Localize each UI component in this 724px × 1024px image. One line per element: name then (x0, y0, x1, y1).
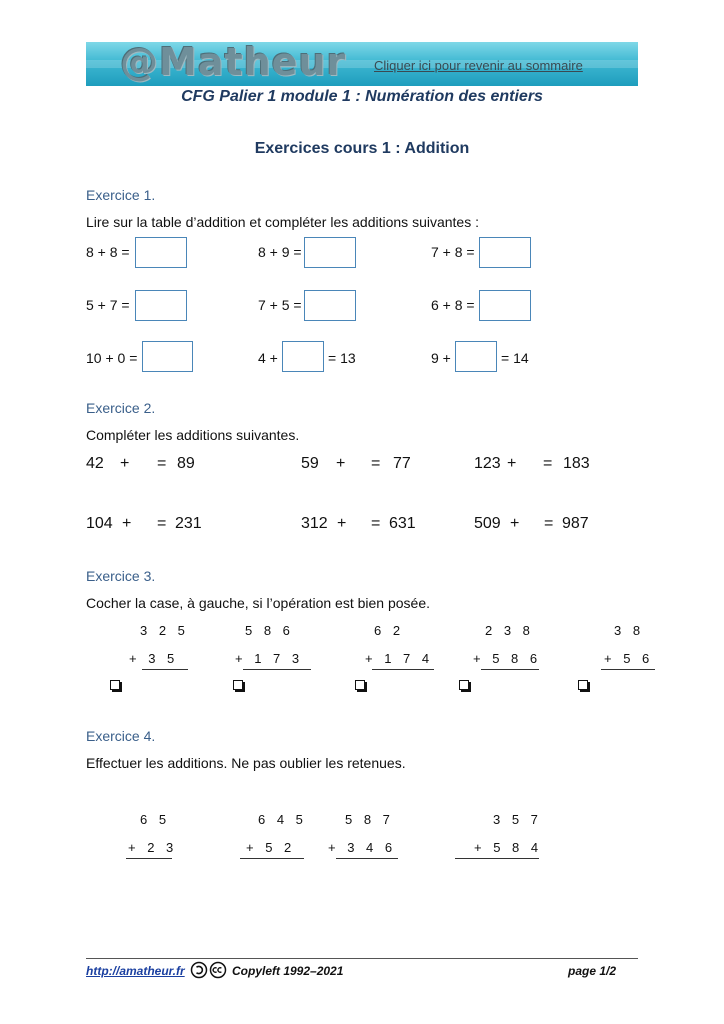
ex4-top-number: 6 5 (140, 812, 171, 827)
footer-rule (86, 958, 638, 959)
ex4-top-number: 3 5 7 (493, 812, 542, 827)
ex4-sum-line (240, 858, 304, 859)
exercise-2-instruction: Compléter les additions suivantes. (86, 427, 300, 443)
ex3-sum-line (243, 669, 311, 670)
ex1-item: = 14 (501, 350, 529, 366)
ex2-plus: + (336, 455, 346, 472)
creative-commons-icons (190, 961, 228, 984)
copyleft-cc-icon (190, 961, 228, 979)
ex2-result: 77 (393, 455, 411, 472)
answer-box[interactable] (479, 237, 531, 268)
ex1-item: = 13 (328, 350, 356, 366)
ex3-top-number: 2 3 8 (485, 623, 534, 638)
ex3-bottom-number: + 5 6 (604, 651, 654, 666)
ex2-plus: + (120, 455, 130, 472)
answer-box[interactable] (479, 290, 531, 321)
ex2-operand: 104 (86, 515, 113, 532)
ex2-equals: = (543, 455, 553, 472)
ex1-item: 4 + (258, 350, 278, 366)
ex3-sum-line (142, 669, 188, 670)
ex3-top-number: 3 2 5 (140, 623, 189, 638)
answer-box[interactable] (142, 341, 193, 372)
ex4-bottom-number: + 2 3 (128, 840, 178, 855)
ex2-result: 183 (563, 455, 590, 472)
ex4-bottom-number: + 3 4 6 (328, 840, 397, 855)
ex4-top-number: 6 4 5 (258, 812, 307, 827)
answer-box[interactable] (304, 237, 356, 268)
footer-site-link[interactable]: http://amatheur.fr (86, 964, 185, 978)
ex4-sum-line (336, 858, 398, 859)
ex3-sum-line (601, 669, 655, 670)
ex1-item: 9 + (431, 350, 451, 366)
ex4-sum-line (126, 858, 172, 859)
ex1-item: 7 + 8 = (431, 244, 475, 260)
ex2-equals: = (157, 515, 167, 532)
ex2-operand: 42 (86, 455, 104, 472)
ex3-bottom-number: + 5 8 6 (473, 651, 542, 666)
ex2-equals: = (371, 515, 381, 532)
answer-box[interactable] (282, 341, 324, 372)
ex1-item: 10 + 0 = (86, 350, 138, 366)
site-logo: @Matheur (120, 42, 347, 84)
ex2-operand: 312 (301, 515, 328, 532)
ex2-operand: 123 (474, 455, 501, 472)
ex2-equals: = (157, 455, 167, 472)
ex3-top-number: 3 8 (614, 623, 645, 638)
section-title: Exercices cours 1 : Addition (254, 140, 470, 157)
ex3-checkbox[interactable] (110, 680, 120, 690)
ex4-bottom-number: + 5 2 (246, 840, 296, 855)
ex3-checkbox[interactable] (459, 680, 469, 690)
answer-box[interactable] (135, 290, 187, 321)
ex1-item: 8 + 9 = (258, 244, 302, 260)
answer-box[interactable] (304, 290, 356, 321)
ex2-plus: + (510, 515, 520, 532)
ex2-equals: = (371, 455, 381, 472)
answer-box[interactable] (455, 341, 497, 372)
ex2-result: 231 (175, 515, 202, 532)
ex2-operand: 59 (301, 455, 319, 472)
ex2-equals: = (544, 515, 554, 532)
ex3-checkbox[interactable] (578, 680, 588, 690)
ex4-bottom-number: + 5 8 4 (474, 840, 543, 855)
exercise-1-heading: Exercice 1. (86, 187, 156, 203)
ex2-result: 631 (389, 515, 416, 532)
ex2-plus: + (507, 455, 517, 472)
answer-box[interactable] (135, 237, 187, 268)
ex4-sum-line (455, 858, 539, 859)
ex3-top-number: 6 2 (374, 623, 405, 638)
ex3-checkbox[interactable] (233, 680, 243, 690)
ex2-plus: + (122, 515, 132, 532)
ex2-plus: + (337, 515, 347, 532)
exercise-2-heading: Exercice 2. (86, 400, 156, 416)
ex1-item: 6 + 8 = (431, 297, 475, 313)
ex3-checkbox[interactable] (355, 680, 365, 690)
exercise-4-instruction: Effectuer les additions. Ne pas oublier les retenues. (86, 755, 406, 771)
copyleft-text: Copyleft 1992–2021 (232, 964, 344, 978)
ex1-item: 8 + 8 = (86, 244, 130, 260)
ex3-sum-line (481, 669, 539, 670)
exercise-4-heading: Exercice 4. (86, 728, 156, 744)
back-to-summary-link[interactable]: Cliquer ici pour revenir au sommaire (374, 58, 583, 73)
ex3-top-number: 5 8 6 (245, 623, 294, 638)
exercise-3-heading: Exercice 3. (86, 568, 156, 584)
exercise-1-instruction: Lire sur la table d’addition et compléter les additions suivantes : (86, 214, 479, 230)
ex1-item: 5 + 7 = (86, 297, 130, 313)
document-title: CFG Palier 1 module 1 : Numération des entiers (181, 88, 543, 105)
ex3-bottom-number: + 1 7 3 (235, 651, 304, 666)
ex4-top-number: 5 8 7 (345, 812, 394, 827)
ex2-result: 987 (562, 515, 589, 532)
page-number: page 1/2 (568, 964, 617, 978)
exercise-3-instruction: Cocher la case, à gauche, si l’opération est bien posée. (86, 595, 430, 611)
ex2-result: 89 (177, 455, 195, 472)
ex2-operand: 509 (474, 515, 501, 532)
header-banner (86, 42, 638, 86)
ex1-item: 7 + 5 = (258, 297, 302, 313)
ex3-bottom-number: + 1 7 4 (365, 651, 434, 666)
ex3-sum-line (372, 669, 434, 670)
ex3-bottom-number: + 3 5 (129, 651, 179, 666)
